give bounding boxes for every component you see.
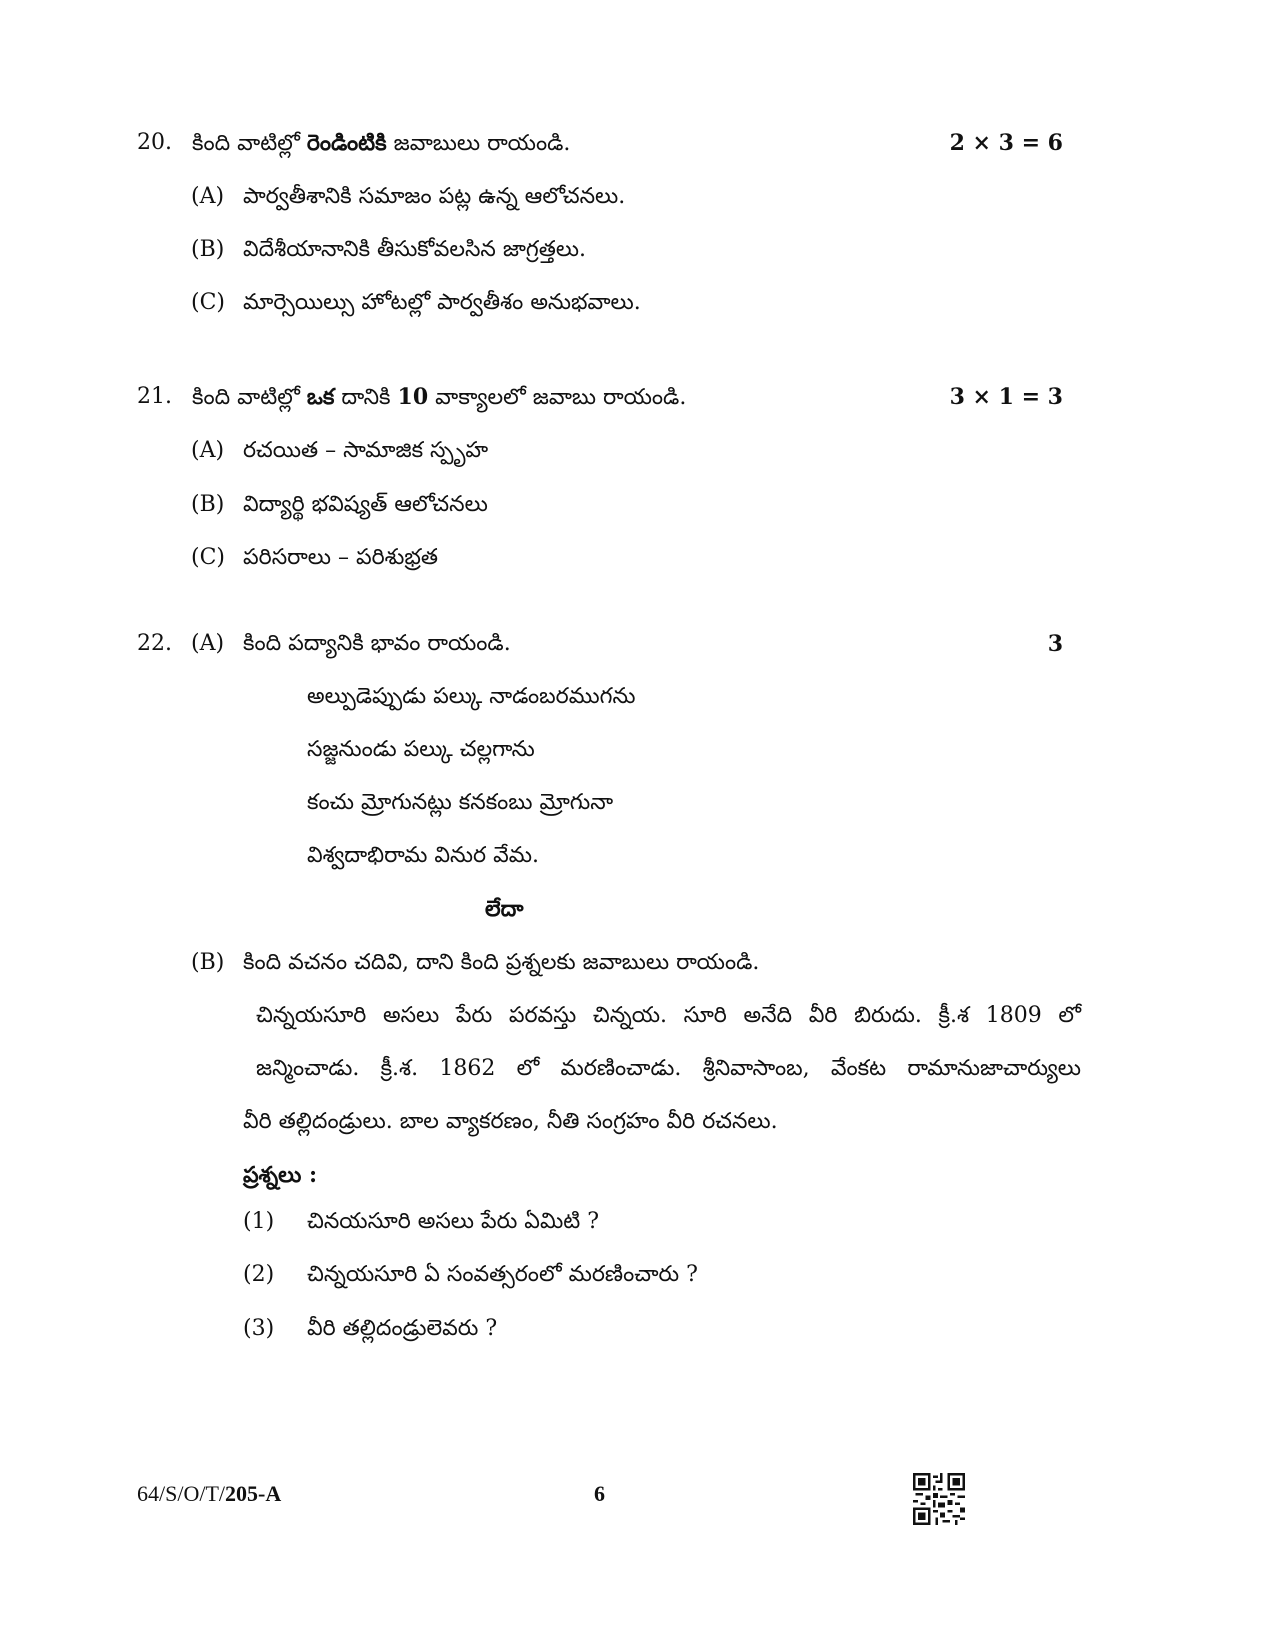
questions-heading: ప్రశ్నలు :: [243, 1162, 318, 1188]
q21-instruction-post: వాక్యాలలో జవాబు రాయండి.: [428, 385, 687, 410]
q22-a-instruction: కింది పద్యానికి భావం రాయండి.: [243, 631, 511, 656]
qr-code-icon: [913, 1473, 965, 1525]
q22-b-label: (B): [191, 950, 225, 975]
question-1-text: చినయసూరి అసలు పేరు ఏమిటి ?: [307, 1209, 599, 1234]
q21-option-a-text: రచయిత – సామాజిక స్పృహ: [243, 438, 489, 463]
q21-marks: 3 × 1 = 3: [949, 384, 1063, 410]
q20-instruction-post: జవాబులు రాయండి.: [386, 131, 571, 156]
q20-instruction-pre: కింది వాటిల్లో: [192, 131, 307, 156]
poem-line-2: సజ్జనుండు పల్కు చల్లగాను: [307, 737, 535, 762]
q21-instruction-pre: కింది వాటిల్లో: [192, 385, 307, 410]
paper-code-bold: 205-A: [225, 1481, 282, 1506]
q21-option-a-label: (A): [191, 438, 225, 463]
q20-option-b-label: (B): [191, 237, 225, 262]
q22-number: 22.: [137, 631, 172, 656]
q21-number: 21.: [137, 384, 172, 409]
question-2-label: (2): [243, 1262, 275, 1287]
q21-instruction-mid: దానికి: [334, 385, 398, 410]
q21-option-b-label: (B): [191, 492, 225, 517]
page-number: 6: [594, 1481, 605, 1506]
or-separator: లేదా: [485, 896, 524, 922]
question-3-text: వీరి తల్లిదండ్రులెవరు ?: [307, 1316, 498, 1341]
q20-instruction: [192, 128, 570, 159]
passage-line-1: చిన్నయసూరి అసలు పేరు పరవస్తు చిన్నయ. సూరి అనేది వీరి బిరుదు. క్రీ.శ 1809 లో: [256, 1003, 1081, 1028]
q21-instruction-bold: ఒక: [306, 384, 335, 410]
passage-line-3: వీరి తల్లిదండ్రులు. బాల వ్యాకరణం, నీతి సంగ్రహం వీరి రచనలు.: [243, 1109, 778, 1134]
q20-option-a-text: పార్వతీశానికి సమాజం పట్ల ఉన్న ఆలోచనలు.: [243, 184, 626, 209]
q21-instruction: [192, 382, 686, 413]
q21-option-c-text: పరిసరాలు – పరిశుభ్రత: [243, 545, 438, 570]
q20-instruction-bold: రెండింటికి: [306, 130, 387, 156]
q22-a-label: (A): [191, 631, 225, 656]
poem-line-3: కంచు మ్రోగునట్లు కనకంబు మ్రోగునా: [307, 790, 614, 815]
poem-line-1: అల్పుడెప్పుడు పల్కు నాడంబరముగను: [307, 684, 636, 709]
poem-line-4: విశ్వదాభిరామ వినుర వేమ.: [307, 843, 539, 868]
q20-option-c-text: మార్సెయిల్సు హోటల్లో పార్వతీశం అనుభవాలు.: [243, 290, 641, 315]
q20-number: 20.: [137, 130, 172, 155]
question-2-text: చిన్నయసూరి ఏ సంవత్సరంలో మరణించారు ?: [307, 1262, 698, 1287]
q21-option-b-text: విద్యార్థి భవిష్యత్ ఆలోచనలు: [243, 492, 488, 517]
q22-marks: 3: [1047, 631, 1063, 657]
q22-b-instruction: కింది వచనం చదివి, దాని కింది ప్రశ్నలకు జవాబులు రాయండి.: [243, 950, 760, 975]
question-1-label: (1): [243, 1209, 275, 1234]
passage-line-2: జన్మించాడు. క్రీ.శ. 1862 లో మరణించాడు. శ్రీనివాసాంబ, వేంకట రామానుజాచార్యులు: [256, 1056, 1081, 1081]
q20-option-c-label: (C): [191, 290, 225, 315]
question-3-label: (3): [243, 1316, 275, 1341]
q20-option-a-label: (A): [191, 184, 225, 209]
q21-instruction-bold2: 10: [397, 384, 429, 410]
q21-option-c-label: (C): [191, 545, 225, 570]
paper-code: [137, 1479, 281, 1509]
q20-marks: 2 × 3 = 6: [949, 130, 1063, 156]
paper-code-prefix: 64/S/O/T/: [137, 1481, 226, 1506]
q20-option-b-text: విదేశీయానానికి తీసుకోవలసిన జాగ్రత్తలు.: [243, 237, 587, 262]
